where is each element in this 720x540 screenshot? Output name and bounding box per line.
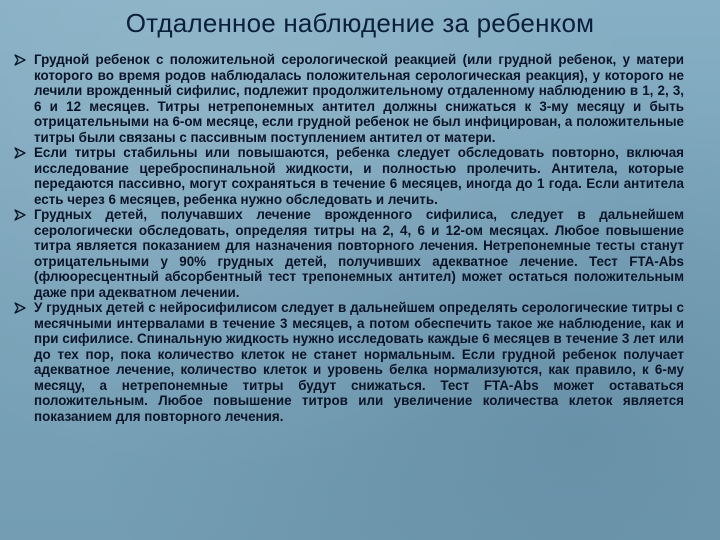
- bullet-item: [14, 300, 684, 424]
- arrowhead-bullet-icon: [14, 54, 26, 66]
- bullet-item: [14, 207, 684, 300]
- bullet-text: У грудных детей с нейросифилисом следует в дальнейшем определять серологические титры с месячными интервалами в течение 3 месяцев, а потом обеспечить такое же наблюдение, как и при сифилисе. Спинальную жидкость нужно исследовать каждые 6 месяцев в течение 3 лет или до тех пор, пока количество клеток не станет нормальным. Если грудной ребенок получает адекватное лечение, количество клеток и уровень белка нормализуются, как правило, к 6-му месяцу, а нетрепонемные титры будут снижаться. Тест FTA-Abs может оставаться положительным. Любое повышение титров или увеличение количества клеток является показанием для повторного лечения.: [34, 300, 684, 424]
- bullet-item: [14, 145, 684, 207]
- bullet-list: [14, 52, 684, 424]
- bullet-text: Грудных детей, получавших лечение врожденного сифилиса, следует в дальнейшем серологически обследовать, определяя титры на 2, 4, 6 и 12-ом месяцах. Любое повышение титра является показанием для назначения повторного лечения. Нетрепонемные тесты станут отрицательными у 90% грудных детей, получивших адекватное лечение. Тест FTA-Abs (флюоресцентный абсорбентный тест трепонемных антител) может остаться положительным даже при адекватном лечении.: [34, 207, 684, 300]
- bullet-item: [14, 52, 684, 145]
- arrowhead-bullet-icon: [14, 147, 26, 159]
- arrowhead-bullet-icon: [14, 209, 26, 221]
- slide-title: Отдаленное наблюдение за ребенком: [125, 8, 595, 38]
- bullet-text: Если титры стабильны или повышаются, ребенка следует обследовать повторно, включая исследование цереброспинальной жидкости, и полностью пролечить. Антитела, которые передаются пассивно, могут сохраняться в течение 6 месяцев, иногда до 1 года. Если антитела есть через 6 месяцев, ребенка нужно обследовать и лечить.: [34, 145, 684, 207]
- arrowhead-bullet-icon: [14, 302, 26, 314]
- bullet-text: Грудной ребенок с положительной серологической реакцией (или грудной ребенок, у матери которого во время родов наблюдалась положительная серологическая реакция), у которого не лечили врожденный сифилис, подлежит продолжительному отдаленному наблюдению в 1, 2, 3, 6 и 12 месяцев. Титры нетрепонемных антител должны снижаться к 3-му месяцу и быть отрицательными на 6-ом месяце, если грудной ребенок не был инфицирован, а положительные титры были связаны с пассивным поступлением антител от матери.: [34, 52, 684, 145]
